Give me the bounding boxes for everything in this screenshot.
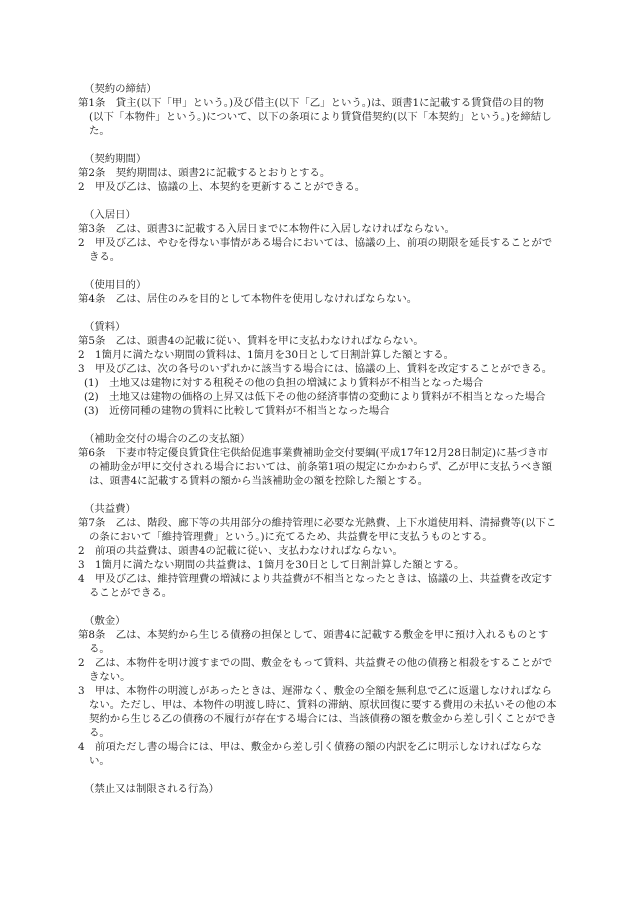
- article-section: [78, 614, 558, 768]
- article-text: 前項ただし書の場合には、甲は、敷金から差し引く債務の額の内訳を乙に明示しなければならない。: [84, 741, 542, 767]
- article-section: [78, 432, 558, 488]
- article-number: 2: [78, 349, 85, 361]
- article-heading: （共益費）: [84, 503, 136, 515]
- article-clause: [78, 362, 558, 376]
- item-number: (3): [84, 405, 99, 417]
- article-number: 3: [78, 559, 85, 571]
- contract-body: [78, 82, 558, 810]
- article-paragraph: [78, 628, 558, 656]
- article-text: 下妻市特定優良賃貸住宅供給促進事業費補助金交付要綱(平成17年12月28日制定)に基づき市の補助金が甲に交付される場合においては、前条第1項の規定にかかわらず、乙が甲に支払うべき額は、頭書4に記載する賃料の額から当該補助金の額を控除した額とする。: [89, 447, 552, 487]
- article-heading: （禁止又は制限される行為）: [84, 783, 220, 795]
- article-number: 第4条: [78, 293, 106, 305]
- article-paragraph: [78, 222, 558, 236]
- article-number: 4: [78, 741, 85, 753]
- article-heading: （賃料）: [84, 321, 126, 333]
- article-number: 第8条: [78, 629, 106, 641]
- article-clause: [78, 684, 558, 740]
- article-text: 前項の共益費は、頭書4の記載に従い、支払わなければならない。: [84, 545, 403, 557]
- article-text: 1箇月に満たない期間の賃料は、1箇月を30日として日割計算した額とする。: [84, 349, 454, 361]
- item-text: 土地又は建物に対する租税その他の負担の増減により賃料が不相当となった場合: [98, 377, 484, 389]
- article-number: 2: [78, 657, 85, 669]
- article-text: 乙は、本物件を明け渡すまでの間、敷金をもって賃料、共益費その他の債務と相殺をすることができない。: [84, 657, 553, 683]
- article-text: 乙は、階段、廊下等の共用部分の維持管理に必要な光熱費、上下水道使用料、清掃費等(以下この条において「維持管理費」という。)に充てるため、共益費を甲に支払うものとする。: [89, 517, 557, 543]
- article-clause: [78, 572, 558, 600]
- article-text: 甲及び乙は、協議の上、本契約を更新することができる。: [84, 181, 366, 193]
- article-text: 乙は、頭書3に記載する入居日までに本物件に入居しなければならない。: [105, 223, 455, 235]
- article-paragraph: [78, 516, 558, 544]
- article-text: 乙は、本契約から生じる債務の担保として、頭書4に記載する敷金を甲に預け入れるものとする。: [89, 629, 549, 655]
- article-number: 第7条: [78, 517, 106, 529]
- article-number: 2: [78, 545, 85, 557]
- article-clause: [78, 236, 558, 264]
- article-number: 3: [78, 363, 85, 375]
- article-section: [78, 152, 558, 194]
- item-number: (1): [84, 377, 99, 389]
- article-text: 乙は、居住のみを目的として本物件を使用しなければならない。: [105, 293, 418, 305]
- article-section: [78, 278, 558, 306]
- article-text: 貸主(以下「甲」という。)及び借主(以下「乙」という。)は、頭書1に記載する賃貸借の目的物(以下「本物件」という。)について、以下の条項により賃貸借契約(以下「本契約」という。)を締結した。: [89, 97, 552, 137]
- article-number: 3: [78, 685, 85, 697]
- article-section: [78, 82, 558, 138]
- item-number: (2): [84, 391, 99, 403]
- article-text: 甲及び乙は、やむを得ない事情がある場合においては、協議の上、前項の期限を延長することができる。: [84, 237, 553, 263]
- item-text: 土地又は建物の価格の上昇又は低下その他の経済事情の変動により賃料が不相当となった場合: [98, 391, 546, 403]
- article-number: 4: [78, 573, 85, 585]
- article-heading: （契約期間）: [84, 153, 147, 165]
- article-text: 甲は、本物件の明渡しがあったときは、遅滞なく、敷金の全額を無利息で乙に返還しなければならない。ただし、甲は、本物件の明渡し時に、賃料の滞納、原状回復に要する費用の未払いその他の本契約から生じる乙の債務の不履行が存在する場合には、当該債務の額を敷金から差し引くことができる。: [84, 685, 557, 739]
- article-number: 2: [78, 181, 85, 193]
- article-text: 契約期間は、頭書2に記載するとおりとする。: [105, 167, 331, 179]
- article-clause: [78, 348, 558, 362]
- article-number: 2: [78, 237, 85, 249]
- article-number: 第2条: [78, 167, 106, 179]
- list-item: [78, 376, 558, 390]
- article-number: 第3条: [78, 223, 106, 235]
- article-section: [78, 208, 558, 264]
- article-heading: （入居日）: [84, 209, 136, 221]
- article-heading: （敷金）: [84, 615, 126, 627]
- article-text: 1箇月に満たない期間の共益費は、1箇月を30日として日割計算した額とする。: [84, 559, 465, 571]
- article-paragraph: [78, 96, 558, 138]
- article-number: 第1条: [78, 97, 106, 109]
- item-text: 近傍同種の建物の賃料に比較して賃料が不相当となった場合: [98, 405, 390, 417]
- article-heading: （補助金交付の場合の乙の支払額）: [84, 433, 251, 445]
- article-clause: [78, 740, 558, 768]
- article-clause: [78, 656, 558, 684]
- article-paragraph: [78, 166, 558, 180]
- article-clause: [78, 544, 558, 558]
- article-number: 第6条: [78, 447, 106, 459]
- list-item: [78, 390, 558, 404]
- article-clause: [78, 180, 558, 194]
- list-item: [78, 404, 558, 418]
- article-paragraph: [78, 334, 558, 348]
- article-paragraph: [78, 292, 558, 306]
- article-heading: （使用目的）: [84, 279, 147, 291]
- article-heading: （契約の締結）: [84, 83, 157, 95]
- article-text: 甲及び乙は、次の各号のいずれかに該当する場合には、協議の上、賃料を改定することができる。: [84, 363, 553, 375]
- article-clause: [78, 558, 558, 572]
- article-section: [78, 320, 558, 418]
- article-paragraph: [78, 446, 558, 488]
- article-section: [78, 502, 558, 600]
- article-section: [78, 782, 558, 796]
- article-number: 第5条: [78, 335, 106, 347]
- article-text: 乙は、頭書4の記載に従い、賃料を甲に支払わなければならない。: [105, 335, 424, 347]
- article-text: 甲及び乙は、維持管理費の増減により共益費が不相当となったときは、協議の上、共益費を改定することができる。: [84, 573, 553, 599]
